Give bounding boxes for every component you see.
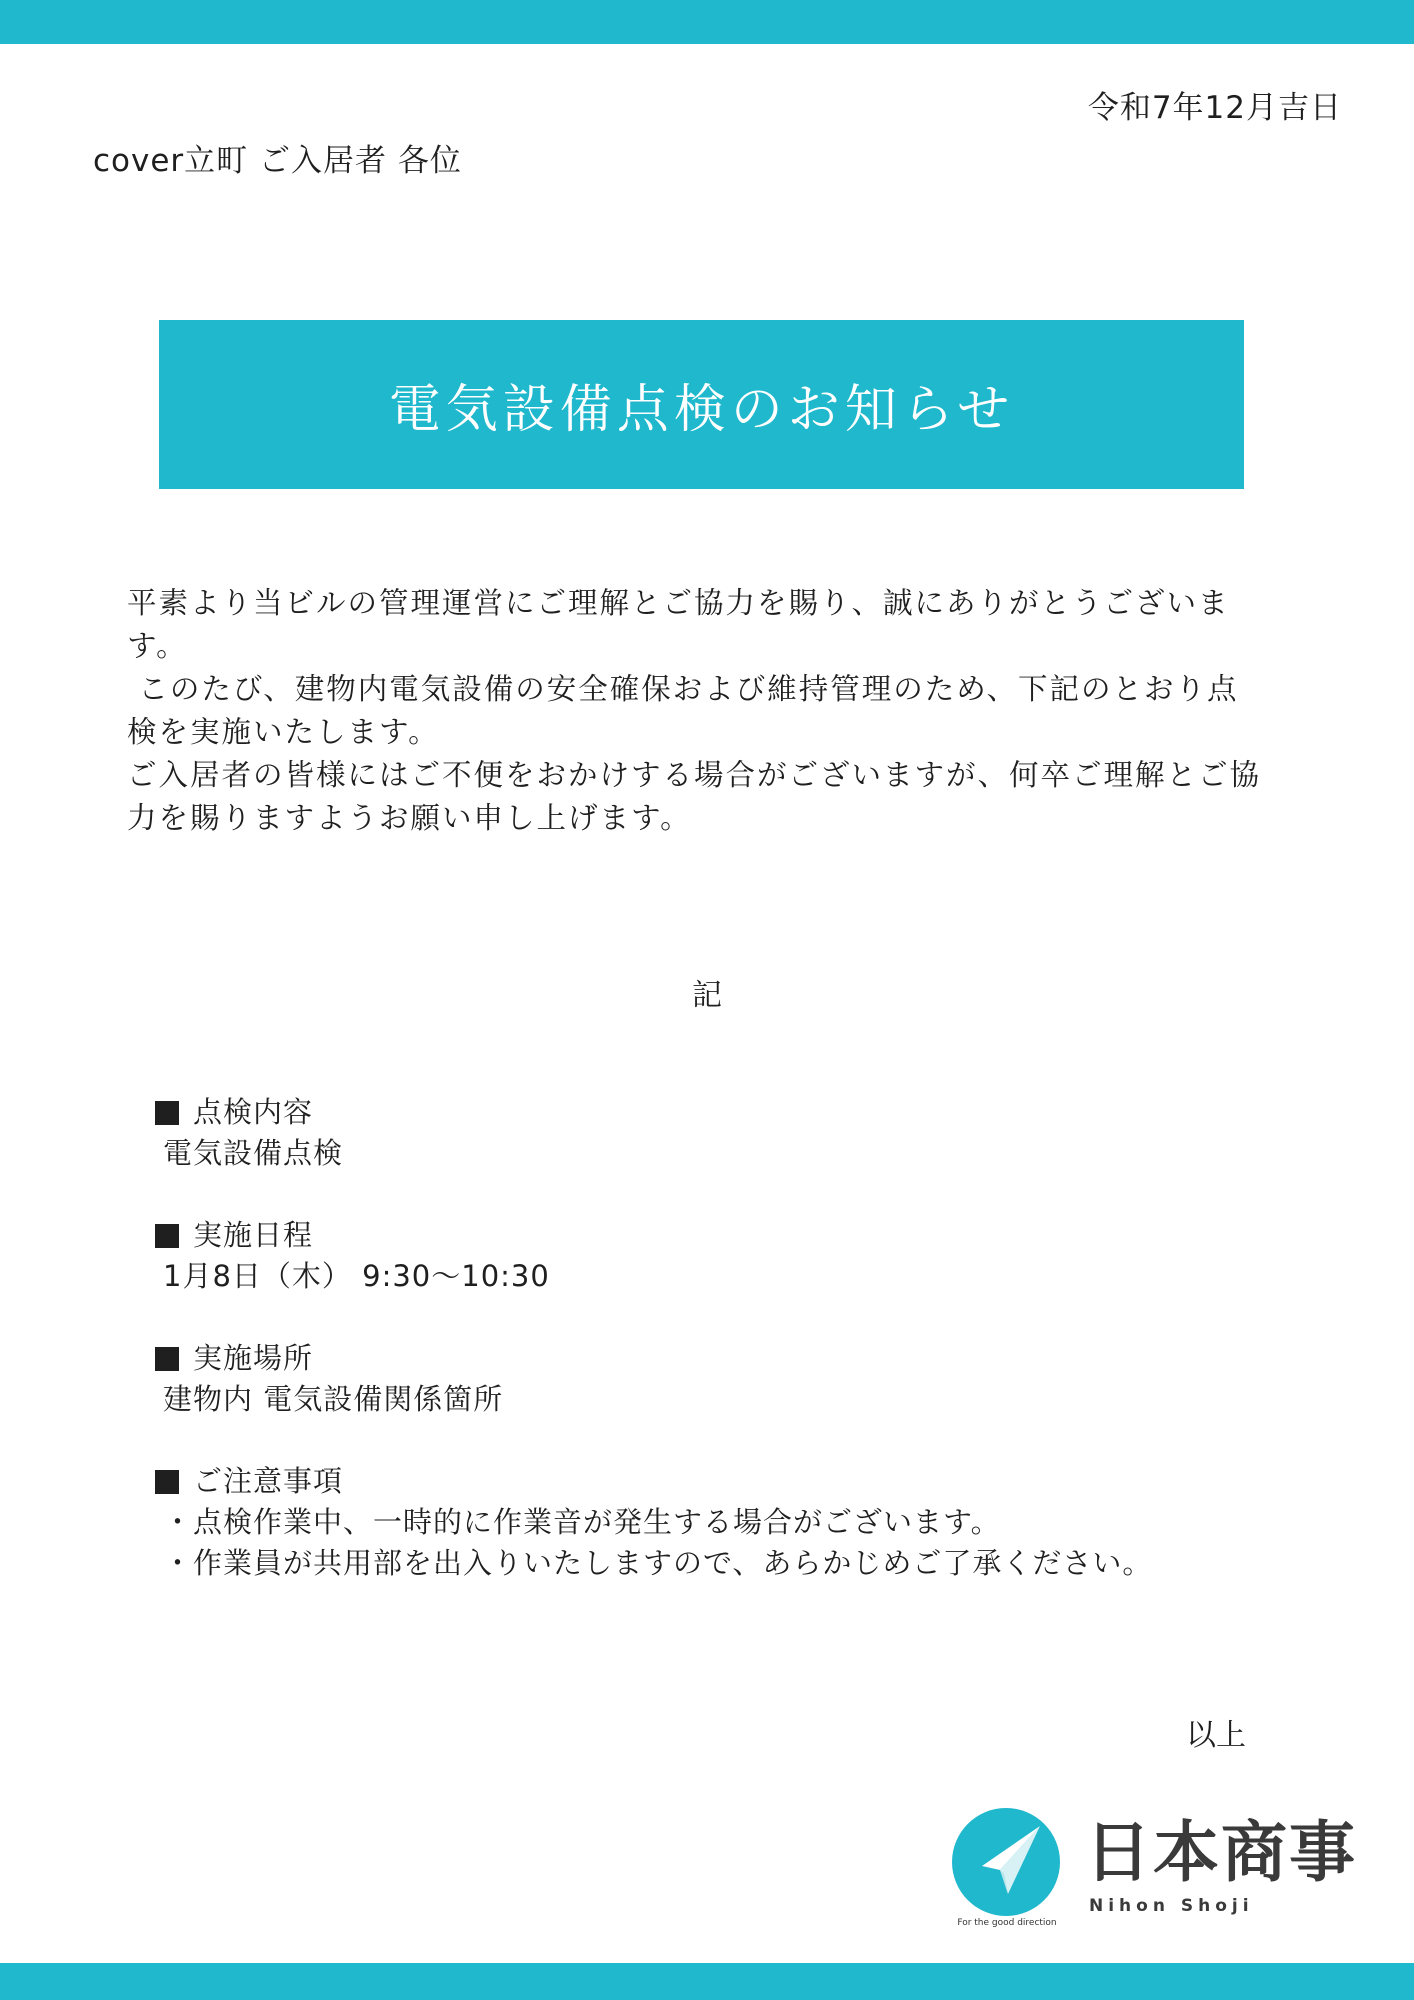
section-heading-label: 点検内容: [193, 1095, 314, 1129]
recipient: cover立町 ご入居者 各位: [93, 143, 462, 179]
section-heading: [155, 1461, 1152, 1502]
logo-tagline: For the good direction: [957, 1918, 1057, 1928]
section-inspection-content: [155, 1092, 343, 1174]
section-heading: [155, 1092, 343, 1133]
intro-line: 平素より当ビルの管理運営にご理解とご協力を賜り、誠にありがとうございま: [127, 586, 1230, 620]
company-logo-subtitle: Nihon Shoji: [1089, 1896, 1254, 1916]
section-schedule: [155, 1215, 550, 1297]
ki-marker: 記: [692, 978, 722, 1013]
section-heading-label: 実施場所: [193, 1341, 314, 1375]
intro-line: す。: [127, 629, 188, 663]
square-bullet-icon: [155, 1101, 179, 1125]
section-body: 電気設備点検: [163, 1136, 344, 1170]
section-heading: [155, 1338, 503, 1379]
section-location: [155, 1338, 503, 1420]
closing-mark: 以上: [1186, 1718, 1246, 1753]
note-item: ・作業員が共用部を出入りいたしますので、あらかじめご了承ください。: [163, 1546, 1153, 1580]
section-heading: [155, 1215, 550, 1256]
company-logo-name: 日本商事: [1085, 1814, 1357, 1891]
intro-line: 力を賜りますようお願い申し上げます。: [127, 801, 692, 835]
square-bullet-icon: [155, 1224, 179, 1248]
square-bullet-icon: [155, 1347, 179, 1371]
section-body: 1月8日（木） 9:30〜10:30: [163, 1259, 550, 1293]
intro-line: ご入居者の皆様にはご不便をおかけする場合がございますが、何卒ご理解とご協: [127, 758, 1262, 792]
paper-plane-icon: [952, 1808, 1060, 1916]
intro-line: 検を実施いたします。: [127, 715, 440, 749]
bottom-accent-bar: [0, 1963, 1414, 2000]
intro-paragraph: [127, 582, 1312, 840]
intro-line: このたび、建物内電気設備の安全確保および維持管理のため、下記のとおり点: [127, 672, 1239, 706]
notice-title: 電気設備点検のお知らせ: [388, 380, 1015, 440]
top-accent-bar: [0, 0, 1414, 44]
section-notes: [155, 1461, 1152, 1584]
square-bullet-icon: [155, 1470, 179, 1494]
note-item: ・点検作業中、一時的に作業音が発生する場合がございます。: [163, 1505, 1001, 1539]
section-body: 建物内 電気設備関係箇所: [163, 1382, 504, 1416]
title-banner: [159, 320, 1244, 489]
section-heading-label: ご注意事項: [193, 1464, 344, 1498]
section-heading-label: 実施日程: [193, 1218, 314, 1252]
issue-date: 令和7年12月吉日: [1087, 90, 1342, 126]
